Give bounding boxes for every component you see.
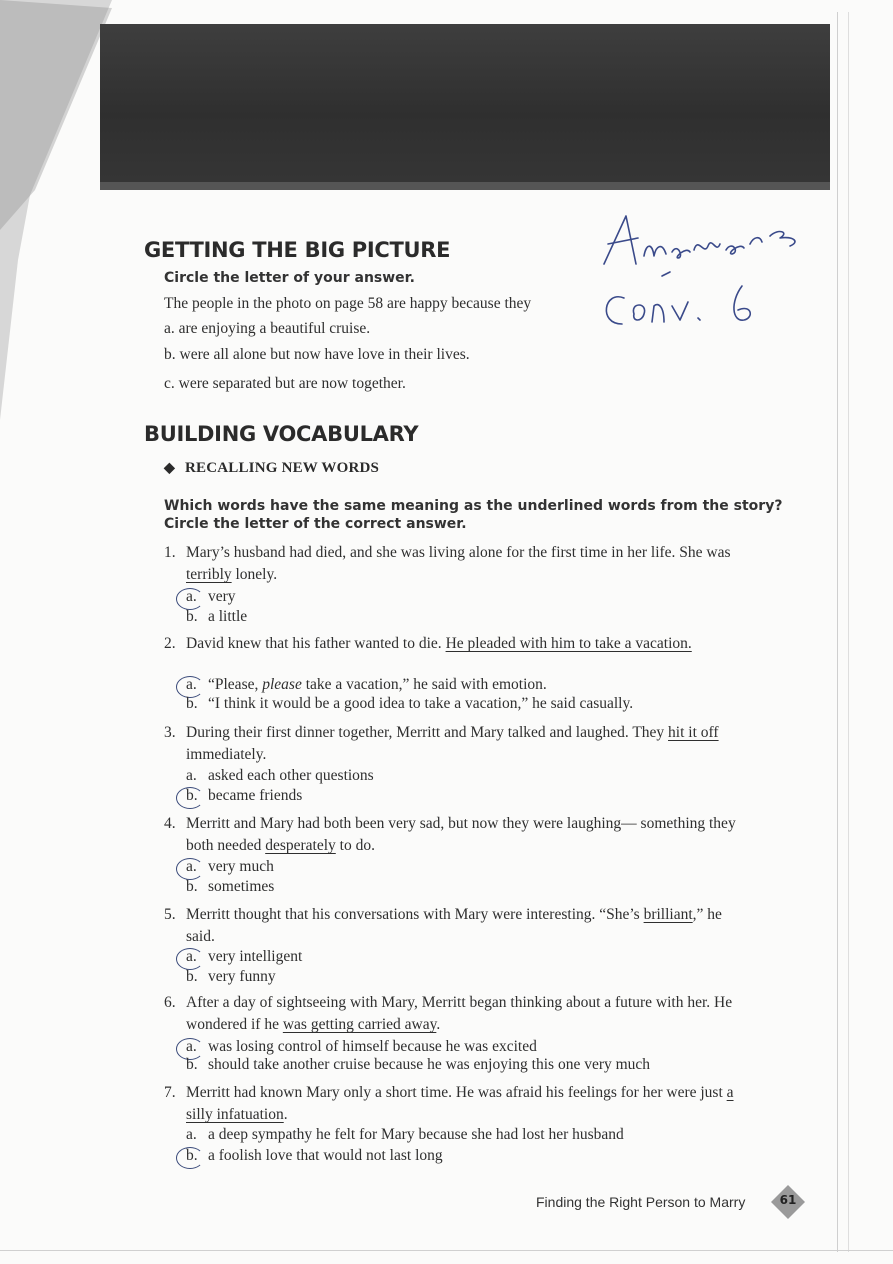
- vocab-subheading: [164, 460, 379, 477]
- big-picture-stem: The people in the photo on page 58 are happy because they: [164, 295, 532, 312]
- answer-circle: [176, 948, 204, 970]
- vocab-instruction-1: Which words have the same meaning as the underlined words from the story?: [164, 498, 783, 514]
- q3-option-a: a. asked each other questions: [186, 767, 374, 784]
- q7-option-a: a. a deep sympathy he felt for Mary because she had lost her husband: [186, 1126, 624, 1143]
- handwritten-annotation: [594, 206, 824, 346]
- q6-option-b: b. should take another cruise because he was enjoying this one very much: [186, 1056, 651, 1073]
- footer-chapter-title: Finding the Right Person to Marry: [536, 1194, 746, 1210]
- question-number: 3.: [164, 724, 176, 741]
- question-text: Merritt thought that his conversations with Mary were interesting. “She’s brilliant,” he said.: [186, 906, 722, 945]
- underlined-word: terribly: [186, 566, 232, 583]
- question-text: After a day of sightseeing with Mary, Merritt began thinking about a future with her. He wondered if he was getting carried away.: [186, 994, 733, 1033]
- underlined-word: brilliant: [643, 906, 693, 923]
- big-picture-option-c: c. were separated but are now together.: [164, 375, 406, 392]
- q2-option-a: a. “Please, please take a vacation,” he said with emotion.: [186, 676, 547, 693]
- annotation-text-1: Answers: [594, 206, 598, 207]
- q6-option-a: a. was losing control of himself because he was excited: [186, 1038, 537, 1055]
- page-number: 61: [779, 1193, 797, 1207]
- q4-option-b: b. sometimes: [186, 878, 275, 895]
- underlined-phrase: was getting carried away: [282, 1016, 437, 1033]
- answer-circle: [176, 787, 204, 809]
- q2-option-b: b. “I think it would be a good idea to take a vacation,” he said casually.: [186, 695, 634, 712]
- big-picture-option-a: a. are enjoying a beautiful cruise.: [164, 320, 371, 337]
- photo-strip: [100, 24, 830, 190]
- page-bottom-edge: [0, 1250, 893, 1255]
- big-picture-instruction: Circle the letter of your answer.: [164, 270, 415, 286]
- question-text: During their first dinner together, Merritt and Mary talked and laughed. They hit it off immediately.: [186, 724, 719, 763]
- page-edge: [837, 12, 849, 1252]
- answer-circle: [176, 858, 204, 880]
- big-picture-option-b: b. were all alone but now have love in their lives.: [164, 346, 470, 363]
- question-number: 6.: [164, 994, 176, 1011]
- q7-option-b: b. a foolish love that would not last long: [186, 1147, 443, 1164]
- question-number: 5.: [164, 906, 176, 923]
- question-number: 7.: [164, 1084, 176, 1101]
- underlined-phrase: a silly infatuation: [186, 1084, 734, 1123]
- question-text: Merritt and Mary had both been very sad, but now they were laughing— something they both needed desperately to do.: [186, 815, 736, 854]
- vocab-subheading-text: RECALLING NEW WORDS: [184, 460, 380, 476]
- question-number: 2.: [164, 635, 176, 652]
- q5-option-b: b. very funny: [186, 968, 276, 985]
- underlined-phrase: hit it off: [668, 724, 719, 741]
- question-text: Merritt had known Mary only a short time. He was afraid his feelings for her were just a silly infatuation.: [186, 1084, 734, 1123]
- answer-circle: [176, 588, 204, 610]
- diamond-bullet-icon: ◆: [164, 461, 175, 476]
- vocab-instruction-2: Circle the letter of the correct answer.: [164, 516, 467, 532]
- q5-option-a: a. very intelligent: [186, 948, 303, 965]
- q3-option-b: b. became friends: [186, 787, 303, 804]
- q1-option-a: a. very: [186, 588, 236, 605]
- underlined-word: desperately: [265, 837, 336, 854]
- q1-option-b: b. a little: [186, 608, 248, 625]
- question-number: 4.: [164, 815, 176, 832]
- question-text: David knew that his father wanted to die. He pleaded with him to take a vacation.: [186, 635, 692, 652]
- big-picture-heading: GETTING THE BIG PICTURE: [144, 238, 451, 262]
- answer-circle: [176, 1147, 204, 1169]
- vocab-heading: BUILDING VOCABULARY: [144, 422, 419, 446]
- q4-option-a: a. very much: [186, 858, 274, 875]
- underlined-phrase: He pleaded with him to take a vacation.: [445, 635, 692, 652]
- question-text: Mary’s husband had died, and she was living alone for the first time in her life. She was terribly lonely.: [186, 544, 731, 583]
- question-number: 1.: [164, 544, 176, 561]
